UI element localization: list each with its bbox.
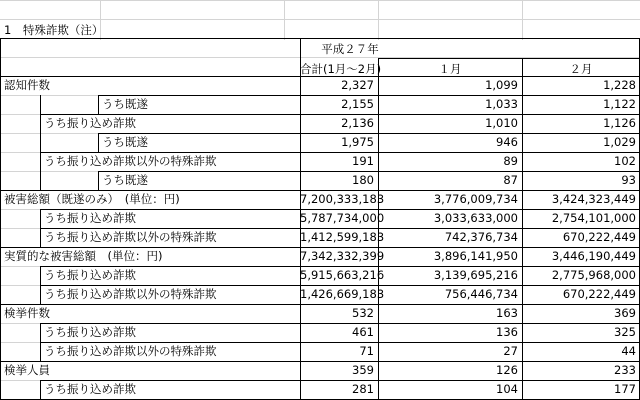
cell-total[interactable]: 359 <box>352 363 374 377</box>
row-label[interactable]: うち振り込め詐欺以外の特殊詐欺 <box>44 230 217 244</box>
header-year[interactable]: 平成２７年 <box>321 42 379 56</box>
header-total[interactable]: 合計(1月～2月) <box>300 62 382 76</box>
gridline <box>100 0 101 40</box>
cell-jan[interactable]: 3,139,695,216 <box>433 268 518 282</box>
gridline <box>284 0 285 40</box>
cell-border <box>40 133 41 152</box>
cell-feb[interactable]: 1,122 <box>603 97 636 111</box>
cell-feb[interactable]: 670,222,449 <box>562 287 636 301</box>
cell-border <box>0 38 640 39</box>
row-label[interactable]: 実質的な被害総額 (単位：円) <box>4 249 163 263</box>
header-jan[interactable]: １月 <box>438 62 462 76</box>
cell-total[interactable]: 191 <box>352 154 374 168</box>
cell-jan[interactable]: 104 <box>496 382 518 396</box>
cell-jan[interactable]: 1,010 <box>485 116 518 130</box>
cell-jan[interactable]: 3,896,141,950 <box>433 249 518 263</box>
cell-border <box>0 38 1 400</box>
cell-jan[interactable]: 946 <box>496 135 518 149</box>
cell-border <box>40 266 41 285</box>
row-label[interactable]: うち振り込め詐欺以外の特殊詐欺 <box>44 154 217 168</box>
cell-jan[interactable]: 27 <box>503 344 518 358</box>
cell-total[interactable]: 281 <box>352 382 374 396</box>
row-label[interactable]: うち振り込め詐欺 <box>44 382 136 396</box>
cell-total[interactable]: 2,327 <box>341 78 374 92</box>
row-label[interactable]: 認知件数 <box>4 78 50 92</box>
gridline <box>0 19 640 20</box>
row-label[interactable]: うち振り込め詐欺 <box>44 116 136 130</box>
cell-feb[interactable]: 1,126 <box>603 116 636 130</box>
cell-border <box>98 95 99 114</box>
cell-feb[interactable]: 1,228 <box>603 78 636 92</box>
cell-jan[interactable]: 87 <box>503 173 518 187</box>
cell-border <box>40 152 41 171</box>
cell-jan[interactable]: 163 <box>496 306 518 320</box>
cell-border <box>40 342 41 361</box>
cell-border <box>40 285 41 304</box>
cell-feb[interactable]: 3,424,323,449 <box>551 192 636 206</box>
cell-total[interactable]: 1,412,599,183 <box>300 230 385 244</box>
row-label[interactable]: うち既遂 <box>102 97 148 111</box>
cell-feb[interactable]: 369 <box>614 306 636 320</box>
cell-total[interactable]: 71 <box>359 344 374 358</box>
cell-border <box>40 228 41 247</box>
row-label[interactable]: うち既遂 <box>102 135 148 149</box>
cell-total[interactable]: 7,342,332,399 <box>300 249 385 263</box>
cell-total[interactable]: 1,975 <box>341 135 374 149</box>
cell-border <box>40 380 41 399</box>
cell-jan[interactable]: 89 <box>503 154 518 168</box>
row-label[interactable]: 検挙件数 <box>4 306 50 320</box>
cell-border <box>40 171 41 190</box>
cell-jan[interactable]: 126 <box>496 363 518 377</box>
cell-border <box>40 209 41 228</box>
cell-border <box>40 95 41 114</box>
cell-border <box>40 114 41 133</box>
row-label[interactable]: うち振り込め詐欺以外の特殊詐欺 <box>44 344 217 358</box>
cell-border <box>40 323 41 342</box>
cell-total[interactable]: 1,426,669,183 <box>300 287 385 301</box>
cell-total[interactable]: 2,155 <box>341 97 374 111</box>
row-label[interactable]: 検挙人員 <box>4 363 50 377</box>
section-title[interactable]: 1 特殊詐欺（注） <box>4 23 104 37</box>
cell-total[interactable]: 461 <box>352 325 374 339</box>
cell-total[interactable]: 5,915,663,216 <box>300 268 385 282</box>
cell-feb[interactable]: 3,446,190,449 <box>551 249 636 263</box>
cell-feb[interactable]: 2,754,101,000 <box>551 211 636 225</box>
cell-feb[interactable]: 325 <box>614 325 636 339</box>
row-label[interactable]: うち振り込め詐欺 <box>44 211 136 225</box>
cell-feb[interactable]: 1,029 <box>603 135 636 149</box>
cell-feb[interactable]: 102 <box>614 154 636 168</box>
gridline <box>0 0 640 1</box>
cell-jan[interactable]: 1,033 <box>485 97 518 111</box>
cell-total[interactable]: 2,136 <box>341 116 374 130</box>
row-label[interactable]: うち既遂 <box>102 173 148 187</box>
cell-jan[interactable]: 3,776,009,734 <box>433 192 518 206</box>
gridline <box>378 0 379 40</box>
row-label[interactable]: うち振り込め詐欺以外の特殊詐欺 <box>44 287 217 301</box>
cell-feb[interactable]: 93 <box>621 173 636 187</box>
row-label[interactable]: うち振り込め詐欺 <box>44 268 136 282</box>
header-feb[interactable]: ２月 <box>569 62 593 76</box>
cell-border <box>98 171 99 190</box>
cell-jan[interactable]: 136 <box>496 325 518 339</box>
cell-border <box>378 58 640 59</box>
gridline <box>522 0 523 40</box>
cell-total[interactable]: 532 <box>352 306 374 320</box>
cell-jan[interactable]: 756,446,734 <box>444 287 518 301</box>
cell-total[interactable]: 5,787,734,000 <box>300 211 385 225</box>
cell-feb[interactable]: 177 <box>614 382 636 396</box>
cell-jan[interactable]: 3,033,633,000 <box>433 211 518 225</box>
cell-border <box>98 133 99 152</box>
cell-jan[interactable]: 742,376,734 <box>444 230 518 244</box>
cell-total[interactable]: 7,200,333,183 <box>300 192 385 206</box>
cell-jan[interactable]: 1,099 <box>485 78 518 92</box>
row-label[interactable]: うち振り込め詐欺 <box>44 325 136 339</box>
cell-feb[interactable]: 2,775,968,000 <box>551 268 636 282</box>
cell-feb[interactable]: 44 <box>621 344 636 358</box>
cell-feb[interactable]: 670,222,449 <box>562 230 636 244</box>
cell-total[interactable]: 180 <box>352 173 374 187</box>
row-label[interactable]: 被害総額（既遂のみ） (単位：円) <box>4 192 180 206</box>
cell-feb[interactable]: 233 <box>614 363 636 377</box>
